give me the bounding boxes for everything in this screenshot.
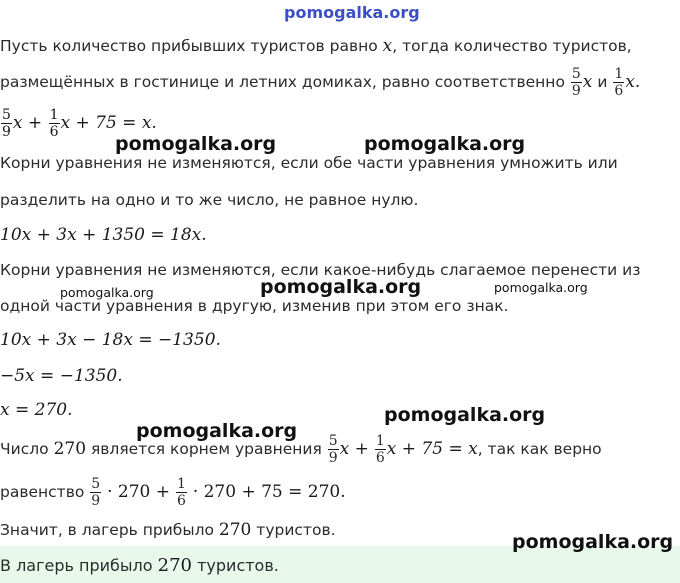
frac-den: 9 [91,492,101,509]
frac-num: 5 [328,432,338,449]
watermark: pomogalka.org [115,133,277,155]
frac-den: 6 [614,82,624,99]
fraction-5-9 [328,433,339,466]
check-text-c: , так как верно [477,440,602,458]
check-part1: x + [339,439,369,459]
frac-var: x. [625,72,641,92]
frac-den: 9 [571,82,581,99]
fraction-5-9 [1,107,12,140]
frac-den: 6 [176,492,186,509]
fraction-1-6 [613,66,624,99]
frac-num: 5 [91,475,101,492]
eq1-part1: x + [12,113,43,133]
watermark: pomogalka.org [60,285,154,300]
rule2-line1: Корни уравнения не изменяются, если какое-нибудь слагаемое перенести из [0,261,641,279]
frac-num: 5 [571,65,581,82]
para1-line2-text: размещённых в гостинице и летних домиках, равно соответственно [0,73,565,91]
frac-den: 9 [2,123,11,140]
check-line2-text: равенство [0,483,85,501]
check-line2 [0,470,346,514]
fraction-5-9 [571,66,582,99]
eq1-part2: x + 75 = x. [60,113,157,133]
frac-num: 1 [614,65,624,82]
answer-text-b: туристов. [197,556,279,575]
frac-var: x [582,72,593,92]
frac-num: 1 [176,475,186,492]
para1-line1-text: Пусть количество прибывших туристов равно [0,37,378,55]
equation-3: 10x + 3x − 18x = −1350. [0,330,221,350]
rule1-line2: разделить на одно и то же число, не равное нулю. [0,191,419,209]
fraction-1-6 [176,476,187,509]
conclusion-text-a: Значит, в лагерь прибыло [0,521,214,539]
watermark: pomogalka.org [364,133,526,155]
frac-num: 5 [2,106,11,123]
para1-line1-end: , тогда количество туристов, [392,37,632,55]
para1-var-x: x [382,36,393,56]
equation-4: −5x = −1350. [0,366,123,386]
watermark-top: pomogalka.org [284,3,420,22]
frac-den: 9 [328,449,338,466]
frac-num: 1 [49,106,59,123]
check-g-part1: · 270 + [107,482,171,502]
watermark: pomogalka.org [260,276,422,298]
equation-5: x = 270. [0,400,73,420]
frac-num: 1 [375,432,385,449]
answer-text-a: В лагерь прибыло [0,556,153,575]
watermark: pomogalka.org [136,420,298,442]
conclusion-num: 270 [218,520,252,540]
equation-2: 10x + 3x + 1350 = 18x. [0,225,207,245]
para1-line1 [0,36,632,56]
fraction-1-6 [375,433,386,466]
answer-text [0,555,279,576]
check-line1 [0,427,602,471]
fraction-5-9 [90,476,101,509]
frac-den: 6 [375,449,385,466]
watermark: pomogalka.org [384,404,546,426]
check-num: 270 [53,439,87,459]
check-part2: x + 75 = x [386,439,478,459]
check-text-a: Число [0,440,49,458]
rule2-line2: одной части уравнения в другую, изменив при этом его знак. [0,297,509,315]
check-text-b: является корнем уравнения [90,440,322,458]
watermark: pomogalka.org [512,531,674,553]
rule1-line1: Корни уравнения не изменяются, если обе части уравнения умножить или [0,154,618,172]
check-g-part2: · 270 + 75 = 270. [192,482,346,502]
frac-den: 6 [49,123,59,140]
para1-line2 [0,60,640,104]
fraction-1-6 [49,107,60,140]
conclusion-text-b: туристов. [256,521,336,539]
and-word: и [597,73,608,91]
conclusion [0,520,336,540]
watermark: pomogalka.org [494,280,588,295]
answer-num: 270 [157,555,192,576]
